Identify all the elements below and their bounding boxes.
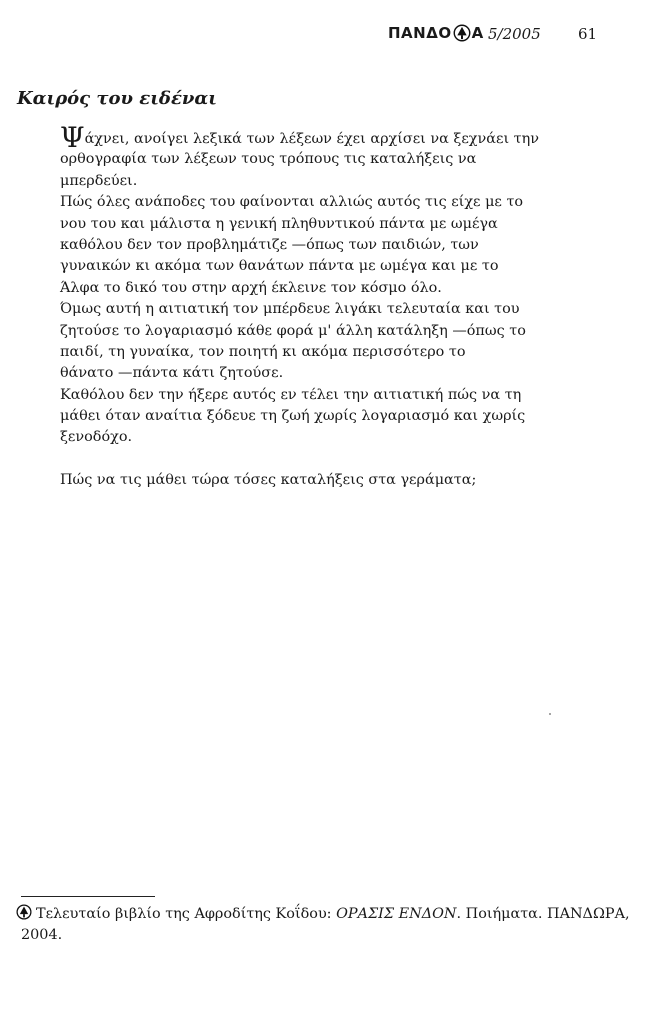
poem-final-line: Πώς να τις μάθει τώρα τόσες καταλήξεις στα γεράματα;	[60, 472, 477, 489]
footnote-divider	[21, 896, 155, 897]
poem-line: θάνατο —πάντα κάτι ζητούσε.	[60, 365, 284, 382]
poem-line: ξενοδόχο.	[60, 429, 133, 446]
footnote-prefix: Τελευταίο βιβλίο της Αφροδίτης Κοΐδου:	[36, 906, 337, 922]
poem-line: γυναικών κι ακόμα των θανάτων πάντα με ωμέγα και με το	[60, 258, 499, 275]
poem-line: Όμως αυτή η αιτιατική τον μπέρδευε λιγάκι τελευταία και του	[60, 301, 520, 318]
poem-body	[60, 121, 560, 492]
stanza-break	[60, 449, 560, 470]
footnote-line	[16, 904, 630, 925]
poem-line: νου του και μάλιστα η γενική πληθυντικού πάντα με ωμέγα	[60, 215, 498, 232]
poem-line: Ψάχνει, ανοίγει λεξικά των λέξεων έχει αρχίσει να ξεχνάει την	[60, 121, 539, 154]
poem-line: Πώς όλες ανάποδες του φαίνονται αλλιώς αυτός τις είχε με το	[60, 194, 524, 211]
journal-name-end: Α	[471, 24, 484, 42]
issue-number: 5/2005	[488, 25, 541, 43]
poem-line: μπερδεύει.	[60, 172, 138, 189]
poem-line: Άλφα το δικό του στην αρχή έκλεινε τον κόσμο όλο.	[60, 279, 442, 296]
poem-line: Καθόλου δεν την ήξερε αυτός εν τέλει την αιτιατική πώς να τη	[60, 386, 522, 403]
poem-title: Καιρός του ειδέναι	[17, 88, 217, 109]
pandora-logo-icon	[16, 904, 32, 920]
journal-name	[388, 24, 484, 42]
poem-line: παιδί, τη γυναίκα, τον ποιητή κι ακόμα περισσότερο το	[60, 343, 466, 360]
footnote	[16, 904, 630, 946]
journal-name-start: ΠΑΝΔΟ	[388, 24, 452, 42]
pandora-logo-icon	[453, 24, 471, 42]
footnote-year: 2004.	[21, 927, 63, 943]
poem-line: ορθογραφία των λέξεων τους τρόπους τις καταλήξεις να	[60, 151, 477, 168]
poem-line: καθόλου δεν τον προβλημάτιζε —όπως των παιδιών, των	[60, 236, 479, 253]
footnote-book-title: ΟΡΑΣΙΣ ΕΝΔΟΝ	[336, 906, 457, 922]
poem-line: μάθει όταν αναίτια ξόδευε τη ζωή χωρίς λογαριασμό και χωρίς	[60, 408, 526, 425]
page-number: 61	[578, 25, 598, 43]
page-header	[0, 24, 664, 48]
drop-cap: Ψ	[60, 121, 85, 154]
poem-line: ζητούσε το λογαριασμό κάθε φορά μ' άλλη κατάληξη —όπως το	[60, 322, 526, 339]
page-speck	[549, 713, 551, 715]
footnote-suffix: . Ποιήματα. ΠΑΝΔΩΡΑ,	[456, 906, 630, 922]
